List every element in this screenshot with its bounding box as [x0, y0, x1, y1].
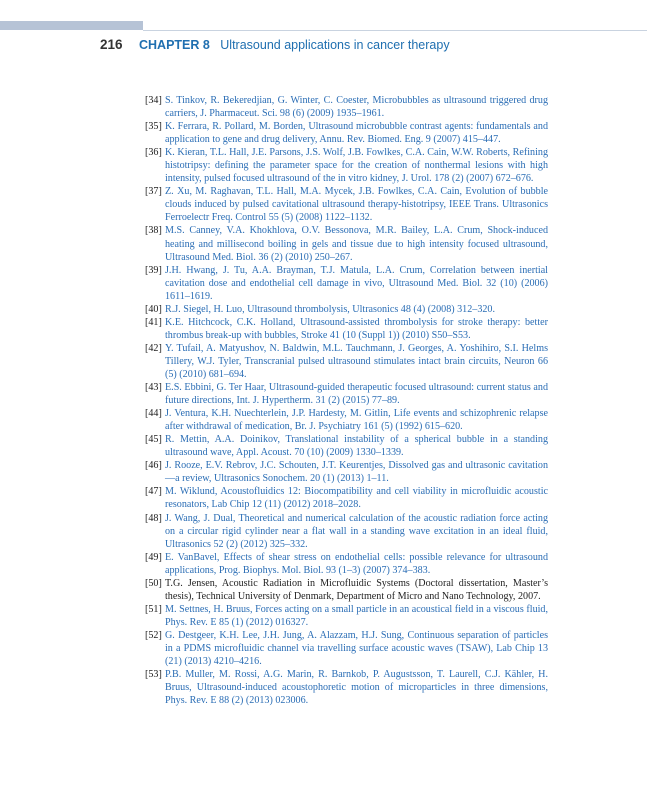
reference-link[interactable]: G. Destgeer, K.H. Lee, J.H. Jung, A. Alazzam, H.J. Sung, Continuous separation of particles in a PDMS microfluidic channel via travelling surface acoustic waves (TSAW), Lab Chip 13 (21) (2013) 4210–4216. [165, 629, 548, 668]
reference-list [145, 94, 548, 707]
reference-item [145, 342, 548, 381]
reference-number: [38] [145, 225, 162, 237]
reference-item [145, 577, 548, 603]
reference-item [145, 551, 548, 577]
reference-item [145, 120, 548, 146]
reference-number: [45] [145, 434, 162, 446]
reference-link[interactable]: P.B. Muller, M. Rossi, A.G. Marin, R. Barnkob, P. Augustsson, T. Laurell, C.J. Kähler, H. Bruus, Ultrasound-induced acoustophoretic motion of microparticles in three dimensions, Phys. Rev. E 88 (2) (2013) 023006. [165, 669, 548, 707]
reference-number: [42] [145, 342, 162, 354]
reference-item [145, 629, 548, 668]
reference-number: [36] [145, 147, 162, 159]
reference-link[interactable]: J. Rooze, E.V. Rebrov, J.C. Schouten, J.T. Keurentjes, Dissolved gas and ultrasonic cavitation—a review, Ultrasonics Sonochem. 20 (1) (2013) 1–11. [165, 460, 548, 485]
reference-number: [51] [145, 603, 162, 615]
reference-number: [50] [145, 577, 162, 589]
reference-link[interactable]: M.S. Canney, V.A. Khokhlova, O.V. Bessonova, M.R. Bailey, L.A. Crum, Shock-induced heating and millisecond boiling in gels and tissue due to high intensity focused ultrasound, Ultrasound Med. Biol. 36 (2) (2010) 250–267. [165, 225, 548, 263]
reference-link[interactable]: R.J. Siegel, H. Luo, Ultrasound thrombolysis, Ultrasonics 48 (4) (2008) 312–320. [165, 303, 495, 315]
reference-item [145, 224, 548, 263]
reference-link[interactable]: M. Settnes, H. Bruus, Forces acting on a small particle in an acoustical field in a viscous fluid, Phys. Rev. E 85 (1) (2012) 016327. [165, 603, 548, 628]
reference-item [145, 512, 548, 551]
reference-link[interactable]: K.E. Hitchcock, C.K. Holland, Ultrasound-assisted thrombolysis for stroke therapy: better thrombus break-up with bubbles, Stroke 41 (10 (Suppl 1)) (2010) S50–S53. [165, 316, 548, 341]
reference-item [145, 433, 548, 459]
reference-number: [39] [145, 264, 162, 276]
reference-item [145, 407, 548, 433]
reference-item [145, 94, 548, 120]
reference-number: [46] [145, 460, 162, 472]
reference-link[interactable]: K. Kieran, T.L. Hall, J.E. Parsons, J.S. Wolf, J.B. Fowlkes, C.A. Cain, W.W. Roberts, Refining histotripsy: defining the parameter space for the creation of nonthermal lesions with high intensity, pulsed focused ultrasound of the in vitro kidney, J. Urol. 178 (2) (2007) 672–676. [165, 147, 548, 185]
header-color-bar [0, 21, 143, 30]
reference-link[interactable]: M. Wiklund, Acoustofluidics 12: Biocompatibility and cell viability in microfluidic acoustic resonators, Lab Chip 12 (11) (2012) 2018–2028. [165, 486, 548, 511]
running-header [100, 36, 450, 54]
reference-item [145, 381, 548, 407]
page-number: 216 [100, 37, 123, 52]
reference-text: T.G. Jensen, Acoustic Radiation in Microfluidic Systems (Doctoral dissertation, Master’s thesis), Technical University of Denmark, Department of Micro and Nano Technology, 2007. [165, 577, 548, 602]
reference-number: [53] [145, 669, 162, 681]
reference-number: [34] [145, 95, 162, 106]
reference-number: [48] [145, 512, 162, 524]
reference-number: [49] [145, 551, 162, 563]
reference-number: [37] [145, 186, 162, 198]
reference-item [145, 459, 548, 485]
reference-number: [47] [145, 486, 162, 498]
reference-link[interactable]: Z. Xu, M. Raghavan, T.L. Hall, M.A. Mycek, J.B. Fowlkes, C.A. Cain, Evolution of bubble clouds induced by pulsed cavitational ultrasound therapy-histotripsy, IEEE Trans. Ultrasonics Ferroelectr Freq. Control 55 (5) (2008) 1122–1132. [165, 186, 548, 224]
reference-number: [52] [145, 629, 162, 641]
reference-number: [41] [145, 316, 162, 328]
reference-link[interactable]: J. Ventura, K.H. Nuechterlein, J.P. Hardesty, M. Gitlin, Life events and schizophrenic relapse after withdrawal of medication, Br. J. Psychiatry 161 (5) (1992) 615–620. [165, 408, 548, 433]
reference-number: [40] [145, 303, 162, 315]
reference-item [145, 303, 548, 316]
reference-item [145, 485, 548, 511]
reference-item [145, 264, 548, 303]
header-rule [143, 30, 647, 31]
reference-link[interactable]: J.H. Hwang, J. Tu, A.A. Brayman, T.J. Matula, L.A. Crum, Correlation between inertial cavitation dose and endothelial cell damage in vivo, Ultrasound Med. Biol. 32 (10) (2006) 1611–1619. [165, 264, 548, 302]
reference-link[interactable]: S. Tinkov, R. Bekeredjian, G. Winter, C. Coester, Microbubbles as ultrasound triggered drug carriers, J. Pharmaceut. Sci. 98 (6) (2009) 1935–1961. [165, 95, 548, 120]
reference-link[interactable]: K. Ferrara, R. Pollard, M. Borden, Ultrasound microbubble contrast agents: fundamentals and application to gene and drug delivery, Annu. Rev. Biomed. Eng. 9 (2007) 415–447. [165, 121, 548, 146]
reference-item [145, 146, 548, 185]
reference-link[interactable]: J. Wang, J. Dual, Theoretical and numerical calculation of the acoustic radiation force acting on a circular rigid cylinder near a flat wall in a standing wave excitation in an ideal fluid, Ultrasonics 52 (2) (2012) 325–332. [165, 512, 548, 550]
reference-link[interactable]: E.S. Ebbini, G. Ter Haar, Ultrasound-guided therapeutic focused ultrasound: current status and future directions, Int. J. Hypertherm. 31 (2) (2015) 77–89. [165, 382, 548, 407]
chapter-label: CHAPTER 8 [138, 38, 210, 52]
reference-number: [35] [145, 121, 162, 133]
reference-item [145, 603, 548, 629]
reference-link[interactable]: R. Mettin, A.A. Doinikov, Translational instability of a spherical bubble in a standing ultrasound wave, Appl. Acoust. 70 (10) (2009) 1330–1339. [165, 434, 548, 459]
reference-number: [44] [145, 408, 162, 420]
reference-link[interactable]: E. VanBavel, Effects of shear stress on endothelial cells: possible relevance for ultrasound applications, Prog. Biophys. Mol. Biol. 93 (1–3) (2007) 374–383. [165, 551, 548, 576]
reference-number: [43] [145, 382, 162, 394]
reference-link[interactable]: Y. Tufail, A. Matyushov, N. Baldwin, M.L. Tauchmann, J. Georges, A. Yoshihiro, S.I. Helms Tillery, W.J. Tyler, Transcranial pulsed ultrasound stimulates intact brain circuits, Neuron 66 (5) (2010) 681–694. [165, 342, 548, 380]
reference-item [145, 316, 548, 342]
reference-item [145, 185, 548, 224]
chapter-title: Ultrasound applications in cancer therapy [220, 38, 450, 52]
reference-item [145, 668, 548, 707]
